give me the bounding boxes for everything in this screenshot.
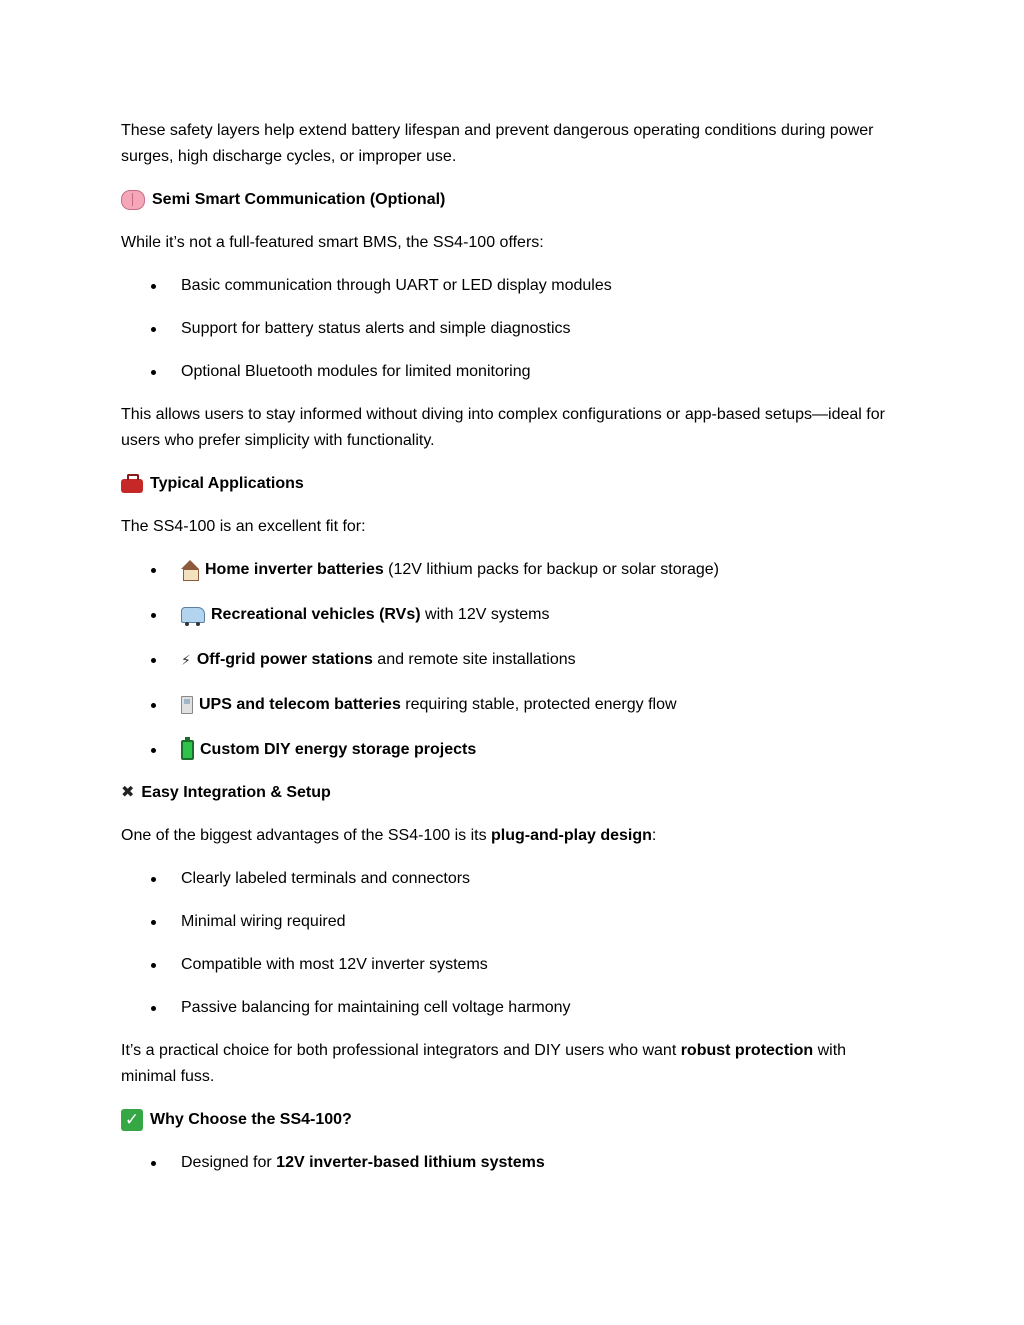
list-item-bold: UPS and telecom batteries <box>199 696 401 713</box>
setup-lead-text: One of the biggest advantages of the SS4-100 is its <box>121 827 492 844</box>
plug-icon: ⚡ <box>181 652 191 668</box>
list-item-text: Basic communication through UART or LED display modules <box>181 277 612 294</box>
list-item <box>121 602 901 628</box>
section-heading-text: Easy Integration & Setup <box>141 784 331 801</box>
setup-closing-text: It’s a practical choice for both professional integrators and DIY users who want <box>121 1042 681 1059</box>
list-item <box>121 273 901 299</box>
list-item-text: with 12V systems <box>420 606 550 623</box>
pager-icon <box>181 696 193 714</box>
list-item <box>121 995 901 1021</box>
list-item-text: Clearly labeled terminals and connectors <box>181 870 471 887</box>
intro-paragraph: These safety layers help extend battery lifespan and prevent dangerous operating conditions during power surges, high discharge cycles, or improper use. <box>121 122 874 165</box>
list-item-bold: Custom DIY energy storage projects <box>200 741 477 758</box>
list-item-text: (12V lithium packs for backup or solar storage) <box>383 561 719 578</box>
setup-closing-end: with minimal fuss. <box>121 1042 847 1085</box>
check-mark-icon: ✓ <box>121 1109 143 1131</box>
list-item-bold: 12V inverter-based lithium systems <box>276 1154 545 1171</box>
list-item-bold: Recreational vehicles (RVs) <box>211 606 421 623</box>
brain-icon <box>121 190 145 210</box>
list-item-text: Compatible with most 12V inverter systems <box>181 956 488 973</box>
list-item-text: Designed for <box>181 1154 277 1171</box>
setup-list <box>121 866 901 1021</box>
applications-list <box>121 557 901 763</box>
list-item-text: Optional Bluetooth modules for limited monitoring <box>181 363 531 380</box>
section-heading-applications <box>121 471 901 497</box>
list-item <box>121 866 901 892</box>
setup-lead-end: : <box>651 827 657 844</box>
communication-lead: While it’s not a full-featured smart BMS, the SS4-100 offers: <box>121 234 544 251</box>
list-item <box>121 737 901 763</box>
house-icon <box>181 560 199 580</box>
list-item-text: Support for battery status alerts and simple diagnostics <box>181 320 571 337</box>
toolbox-icon <box>121 475 143 493</box>
van-icon <box>181 607 205 623</box>
section-heading-why <box>121 1107 901 1133</box>
list-item <box>121 557 901 583</box>
list-item-text: Passive balancing for maintaining cell voltage harmony <box>181 999 571 1016</box>
section-heading-setup <box>121 780 901 806</box>
list-item-text: and remote site installations <box>372 651 576 668</box>
list-item-text: Minimal wiring required <box>181 913 346 930</box>
setup-closing-bold: robust protection <box>680 1042 814 1059</box>
battery-icon <box>181 740 194 760</box>
setup-closing <box>121 1038 901 1090</box>
list-item <box>121 647 901 673</box>
list-item <box>121 1150 901 1176</box>
section-heading-communication <box>121 187 901 213</box>
communication-list <box>121 273 901 385</box>
setup-lead-bold: plug-and-play design <box>491 827 652 844</box>
why-list <box>121 1150 901 1176</box>
communication-closing: This allows users to stay informed without diving into complex configurations or app-based setups—ideal for users who prefer simplicity with functionality. <box>121 406 885 449</box>
list-item <box>121 359 901 385</box>
list-item <box>121 952 901 978</box>
list-item <box>121 692 901 718</box>
list-item <box>121 909 901 935</box>
list-item-bold: Home inverter batteries <box>205 561 384 578</box>
setup-lead <box>121 823 901 849</box>
list-item-bold: Off-grid power stations <box>196 651 373 668</box>
applications-lead: The SS4-100 is an excellent fit for: <box>121 518 366 535</box>
list-item-text: requiring stable, protected energy flow <box>400 696 677 713</box>
section-heading-text: Semi Smart Communication (Optional) <box>152 191 446 208</box>
section-heading-text: Typical Applications <box>150 475 304 492</box>
document-page <box>121 118 901 1193</box>
section-heading-text: Why Choose the SS4-100? <box>150 1111 352 1128</box>
tools-icon: ✖ <box>121 784 135 801</box>
list-item <box>121 316 901 342</box>
